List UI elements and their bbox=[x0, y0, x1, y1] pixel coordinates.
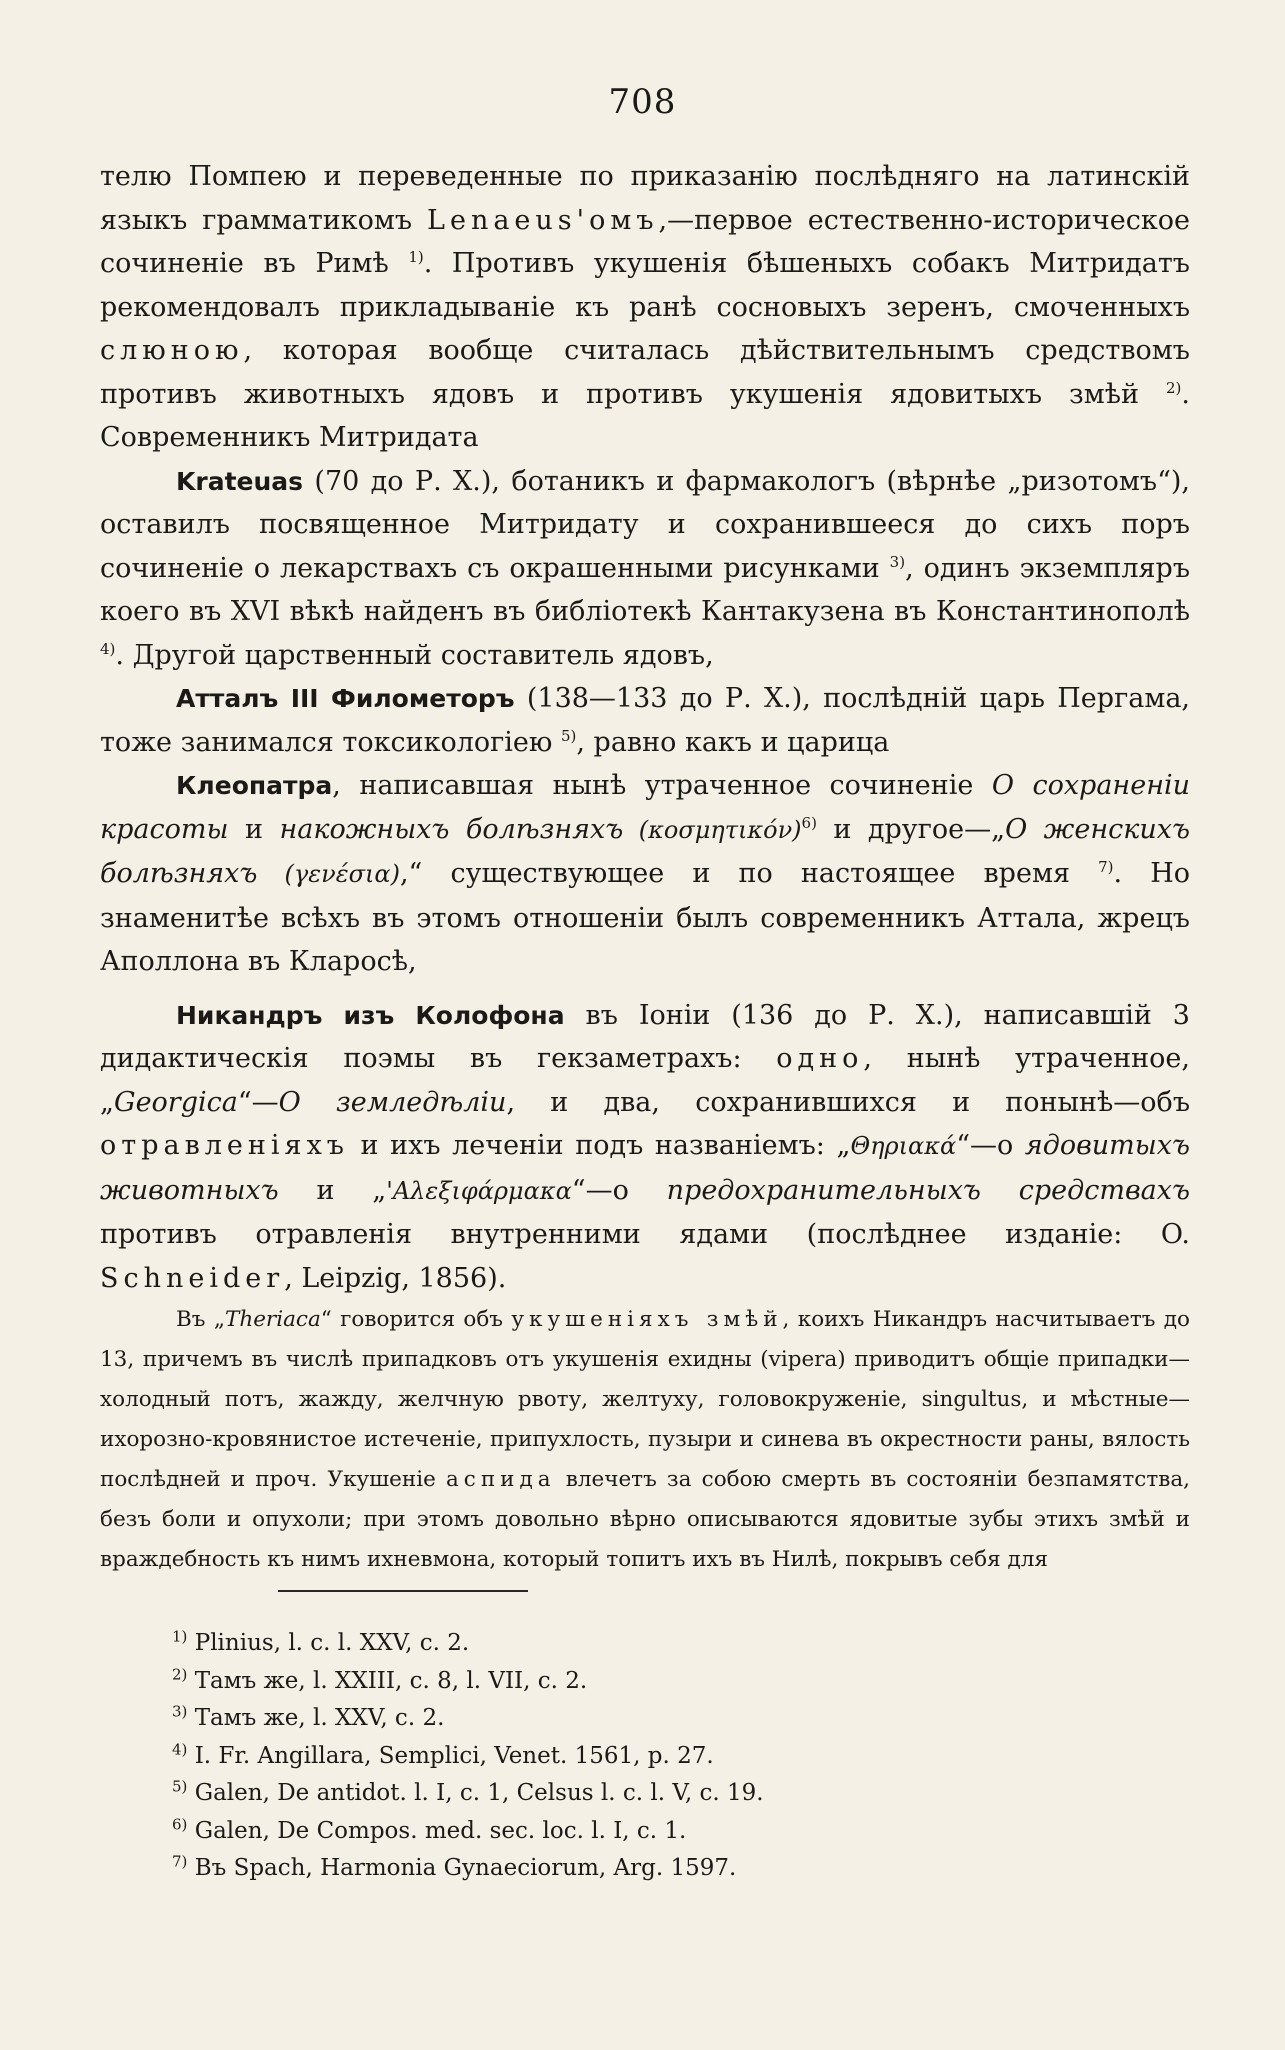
footnote-item bbox=[172, 1738, 1072, 1776]
footnote-ref[interactable]: 5) bbox=[560, 726, 577, 745]
text: ,“ существующее и по настоящее время bbox=[399, 858, 1099, 889]
greek-word: 'Αλεξιφάρμακα bbox=[386, 1176, 572, 1205]
text: телю Помпею и переведенные по приказанію послѣдняго на латинскій языкъ грамматикомъ bbox=[100, 161, 1190, 236]
text: . Но знаменитѣе всѣхъ въ этомъ отношеніи былъ современникъ Аттала, жрецъ Аполлона въ Кларосѣ, bbox=[100, 858, 1191, 977]
greek-word: (γενέσια) bbox=[257, 860, 400, 888]
footnote-item bbox=[172, 1663, 1072, 1701]
spaced-word: укушеніяхъ змѣй bbox=[511, 1307, 783, 1332]
text: . Противъ укушенія бѣшеныхъ собакъ Митридатъ рекомендовалъ прикладываніе къ ранѣ сосновыхъ зеренъ, смоченныхъ bbox=[100, 248, 1190, 323]
text: и bbox=[228, 813, 280, 845]
person-name: Клеопатра bbox=[176, 771, 333, 800]
main-text bbox=[100, 155, 1190, 1580]
footnote-text: Galen, De antidot. l. I, c. 1, Celsus l. c. l. V, c. 19. bbox=[194, 1780, 764, 1806]
footnote-mark: 1) bbox=[172, 1627, 188, 1646]
text: влечетъ за собою смерть въ состояніи безпамятства, безъ боли и опухоли; при этомъ довольно вѣрно описываются ядовитые зубы этихъ змѣй и враждебность къ нимъ ихневмона, который топитъ ихъ въ Нилѣ, покрывъ себя для bbox=[100, 1467, 1190, 1572]
text: , и два, сохранившихся и понынѣ—объ bbox=[506, 1086, 1190, 1118]
footnote-item bbox=[172, 1775, 1072, 1813]
footnote-item bbox=[172, 1625, 1072, 1663]
footnote-mark: 4) bbox=[172, 1739, 188, 1758]
text: ,—первое естественно-историческое сочиненіе въ Римѣ bbox=[100, 204, 1190, 279]
spaced-word: аспида bbox=[445, 1467, 556, 1492]
text: противъ отравленія внутренними ядами (послѣднее изданіе: O. bbox=[100, 1219, 1190, 1250]
spaced-word: одно bbox=[776, 1043, 864, 1074]
italic-title: накожныхъ болѣзняхъ bbox=[279, 813, 624, 845]
footnote-text: Galen, De Compos. med. sec. loc. l. I, c. 1. bbox=[194, 1817, 687, 1844]
paragraph-attalus bbox=[100, 677, 1190, 764]
person-name: Атталъ III Филометоръ bbox=[176, 684, 515, 713]
text: , Leipzig, 1856). bbox=[284, 1262, 507, 1294]
spaced-name: Schneider bbox=[100, 1262, 285, 1294]
text: и ихъ леченіи подъ названіемъ: „ bbox=[348, 1130, 851, 1161]
spaced-word: слюною bbox=[100, 335, 244, 366]
text: . Другой царственный составитель ядовъ, bbox=[115, 639, 714, 671]
text: и „ bbox=[278, 1174, 387, 1206]
person-name: Никандръ изъ Колофона bbox=[176, 1000, 565, 1030]
footnote-ref[interactable]: 1) bbox=[408, 248, 424, 266]
paragraph-cleopatra bbox=[100, 764, 1190, 984]
footnote-ref[interactable]: 3) bbox=[889, 552, 906, 571]
footnotes bbox=[172, 1625, 1072, 1888]
text: “—о bbox=[956, 1130, 1025, 1161]
footnote-divider bbox=[278, 1590, 528, 1592]
footnote-ref[interactable]: 4) bbox=[100, 639, 116, 658]
footnote-ref[interactable]: 2) bbox=[1166, 378, 1182, 397]
text: и другое—„ bbox=[816, 813, 1006, 845]
text: Въ „ bbox=[176, 1307, 226, 1332]
spaced-word: отравленіяхъ bbox=[100, 1130, 349, 1161]
footnote-item bbox=[172, 1700, 1072, 1738]
footnote-mark: 6) bbox=[172, 1814, 188, 1833]
footnote-text: Въ Spach, Harmonia Gynaeciorum, Arg. 1597. bbox=[194, 1855, 737, 1881]
text: (70 до Р. Х.), ботаникъ и фармакологъ (вѣрнѣе „ризотомъ“), оставилъ посвященное Митридату и сохранившееся до сихъ поръ сочиненіе о лекарствахъ съ окрашенными рисунками bbox=[100, 465, 1190, 584]
italic-title: предохранительныхъ средствахъ bbox=[666, 1174, 1190, 1206]
text: , которая вообще считалась дѣйствительнымъ средствомъ противъ животныхъ ядовъ и противъ укушенія ядовитыхъ змѣй bbox=[100, 335, 1190, 410]
footnote-mark: 5) bbox=[172, 1777, 188, 1796]
footnote-text: Тамъ же, l. XXIII, c. 8, l. VII, c. 2. bbox=[194, 1667, 588, 1694]
text: , написавшая нынѣ утраченное сочиненіе bbox=[332, 770, 992, 801]
text: “—о bbox=[571, 1174, 667, 1206]
footnote-text: Plinius, l. c. l. XXV, c. 2. bbox=[194, 1630, 470, 1656]
text: (138—133 до Р. Х.), послѣдній царь Пергама, тоже занимался токсикологіею bbox=[100, 683, 1190, 758]
footnote-text: I. Fr. Angillara, Semplici, Venet. 1561, p. 27. bbox=[194, 1742, 714, 1769]
footnote-mark: 3) bbox=[172, 1702, 188, 1721]
greek-word: Θηριακά bbox=[850, 1132, 957, 1160]
text: , нынѣ утраченное, „ bbox=[100, 1043, 1190, 1118]
italic-title: О сохраненіи красоты bbox=[100, 770, 1190, 845]
italic-title: Georgica bbox=[114, 1086, 238, 1118]
paragraph-krateuas bbox=[100, 460, 1190, 678]
person-name: Krateuas bbox=[176, 466, 304, 496]
text: “— bbox=[237, 1086, 279, 1118]
greek-word: (κοσμητικόν) bbox=[623, 815, 802, 844]
footnote-text: Тамъ же, l. XXV, c. 2. bbox=[194, 1705, 445, 1731]
text: “ говорится объ bbox=[320, 1307, 512, 1332]
spaced-name: Lenaeus'омъ bbox=[427, 204, 659, 236]
paragraph-mithridates bbox=[100, 155, 1190, 460]
text: , одинъ экземпляръ коего въ XVI вѣкѣ найденъ въ библіотекѣ Кантакузена въ Константинополѣ bbox=[100, 552, 1190, 627]
footnote-mark: 7) bbox=[172, 1852, 188, 1871]
footnote-ref[interactable]: 7) bbox=[1098, 858, 1114, 876]
text: . Современникъ Митридата bbox=[100, 378, 1190, 453]
italic-title: ядовитыхъ животныхъ bbox=[100, 1130, 1190, 1206]
italic-title: О земледѣліи bbox=[278, 1086, 507, 1118]
text: , коихъ Никандръ насчитываетъ до 13, причемъ въ числѣ припадковъ отъ укушенія ехидны (vipera) приводитъ общіе припадки—холодный потъ, жажду, желчную рвоту, желтуху, головокруженіе, singultus, и мѣстные—ихорозно-кровянистое истеченіе, припухлость, пузыри и синева въ окрестности раны, вялость послѣдней и проч. Укушеніе bbox=[100, 1307, 1190, 1492]
footnote-mark: 2) bbox=[172, 1664, 188, 1683]
footnote-ref[interactable]: 6) bbox=[801, 813, 817, 832]
footnote-item bbox=[172, 1850, 1072, 1888]
page-number: 708 bbox=[608, 82, 677, 122]
italic-title: Theriaca bbox=[225, 1307, 321, 1332]
text: въ Іоніи (136 до Р. Х.), написавшій 3 дидактическія поэмы въ гекзаметрахъ: bbox=[100, 999, 1190, 1074]
text: , равно какъ и царица bbox=[576, 726, 890, 758]
paragraph-nicander bbox=[100, 994, 1190, 1301]
footnote-item bbox=[172, 1813, 1072, 1851]
small-print-note bbox=[100, 1300, 1190, 1580]
italic-title: О женскихъ болѣзняхъ bbox=[100, 813, 1190, 889]
